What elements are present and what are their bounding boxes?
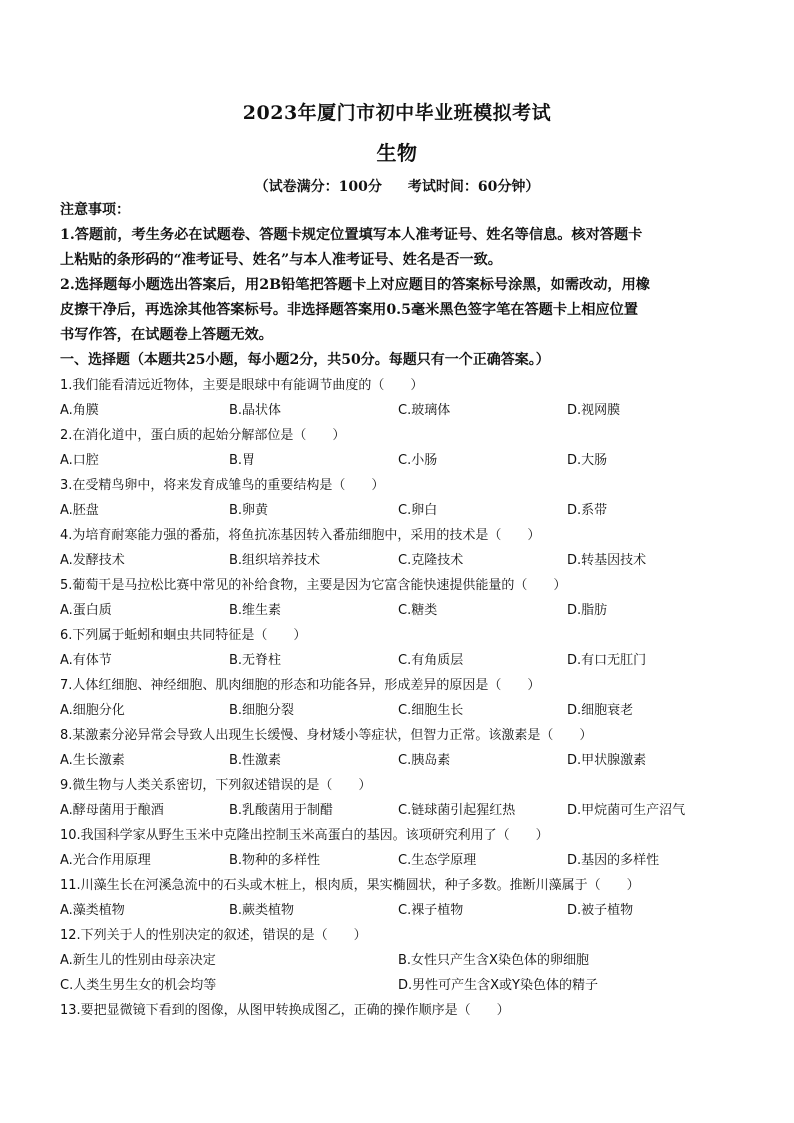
option-b: B.卵黄 <box>229 503 269 518</box>
option-a: A.蛋白质 <box>60 603 112 618</box>
option-c: C.卵白 <box>398 503 438 518</box>
question-5 <box>60 573 740 623</box>
option-a: A.藻类植物 <box>60 903 125 918</box>
option-a: A.生长激素 <box>60 753 125 768</box>
question-2 <box>60 423 740 473</box>
option-d: D.脂肪 <box>567 603 608 618</box>
option-b: B.细胞分裂 <box>229 703 295 718</box>
question-stem: 5.葡萄干是马拉松比赛中常见的补给食物，主要是因为它富含能快速提供能量的（ ） <box>60 578 567 593</box>
question-11 <box>60 873 740 923</box>
option-b: B.无脊柱 <box>229 653 282 668</box>
question-7 <box>60 673 740 723</box>
question-stem: 1.我们能看清远近物体，主要是眼球中有能调节曲度的（ ） <box>60 378 424 393</box>
option-b: B.乳酸菌用于制醋 <box>229 803 334 818</box>
question-stem: 10.我国科学家从野生玉米中克隆出控制玉米高蛋白的基因。该项研究利用了（ ） <box>60 828 549 843</box>
question-options <box>60 948 740 973</box>
option-d: D.甲状腺激素 <box>567 753 647 768</box>
time-info: 考试时间：60分钟） <box>407 179 540 195</box>
question-10 <box>60 823 740 873</box>
exam-content <box>60 198 740 1023</box>
option-b: B.维生素 <box>229 603 282 618</box>
option-a: A.有体节 <box>60 653 112 668</box>
question-options <box>60 648 740 673</box>
question-1 <box>60 373 740 423</box>
question-options <box>60 748 740 773</box>
option-b: B.晶状体 <box>229 403 282 418</box>
question-stem: 2.在消化道中，蛋白质的起始分解部位是（ ） <box>60 428 346 443</box>
question-13 <box>60 998 740 1023</box>
question-6 <box>60 623 740 673</box>
option-c: C.人类生男生女的机会均等 <box>60 978 217 993</box>
option-c: C.胰岛素 <box>398 753 451 768</box>
option-c: C.裸子植物 <box>398 903 464 918</box>
option-c: C.细胞生长 <box>398 703 464 718</box>
option-a: A.口腔 <box>60 453 99 468</box>
option-d: D.基因的多样性 <box>567 853 660 868</box>
exam-info <box>0 176 794 196</box>
notice-line: 书写作答，在试题卷上答题无效。 <box>60 327 273 343</box>
option-a: A.新生儿的性别由母亲决定 <box>60 953 216 968</box>
question-options <box>60 798 740 823</box>
question-stem: 8.某激素分泌异常会导致人出现生长缓慢、身材矮小等症状，但智力正常。该激素是（ ） <box>60 728 593 743</box>
option-c: C.小肠 <box>398 453 438 468</box>
option-b: B.蕨类植物 <box>229 903 295 918</box>
question-stem: 11.川藻生长在河溪急流中的石头或木桩上，根肉质，果实椭圆状，种子多数。推断川藻属于（ ） <box>60 878 640 893</box>
question-12 <box>60 923 740 998</box>
question-stem: 13.要把显微镜下看到的图像，从图甲转换成图乙，正确的操作顺序是（ ） <box>60 1003 510 1018</box>
question-stem: 12.下列关于人的性别决定的叙述，错误的是（ ） <box>60 928 367 943</box>
notice-line: 2.选择题每小题选出答案后，用2B铅笔把答题卡上对应题目的答案标号涂黑，如需改动，用橡 <box>60 277 650 293</box>
question-options <box>60 848 740 873</box>
option-d: D.系带 <box>567 503 608 518</box>
question-stem: 4.为培育耐寒能力强的番茄，将鱼抗冻基因转入番茄细胞中，采用的技术是（ ） <box>60 528 541 543</box>
exam-title: 2023年厦门市初中毕业班模拟考试 <box>242 102 552 124</box>
question-options <box>60 698 740 723</box>
option-d: D.男性可产生含X或Y染色体的精子 <box>398 978 598 993</box>
option-d: D.视网膜 <box>567 403 621 418</box>
question-stem: 9.微生物与人类关系密切，下列叙述错误的是（ ） <box>60 778 372 793</box>
notice-line: 皮擦干净后，再选涂其他答案标号。非选择题答案用0.5毫米黑色签字笔在答题卡上相应位置 <box>60 302 638 318</box>
option-c: C.有角质层 <box>398 653 464 668</box>
option-d: D.被子植物 <box>567 903 634 918</box>
question-stem: 7.人体红细胞、神经细胞、肌肉细胞的形态和功能各异，形成差异的原因是（ ） <box>60 678 541 693</box>
option-a: A.胚盘 <box>60 503 99 518</box>
notice-line: 1.答题前，考生务必在试题卷、答题卡规定位置填写本人准考证号、姓名等信息。核对答题卡 <box>60 227 643 243</box>
option-c: C.生态学原理 <box>398 853 477 868</box>
question-options <box>60 598 740 623</box>
question-options <box>60 548 740 573</box>
option-d: D.转基因技术 <box>567 553 647 568</box>
option-c: C.玻璃体 <box>398 403 451 418</box>
option-b: B.胃 <box>229 453 256 468</box>
question-3 <box>60 473 740 523</box>
subject-title: 生物 <box>376 141 418 165</box>
question-options <box>60 898 740 923</box>
question-8 <box>60 723 740 773</box>
notice-heading: 注意事项： <box>60 202 130 218</box>
option-b: B.性激素 <box>229 753 282 768</box>
question-options <box>60 398 740 423</box>
option-d: D.有口无肛门 <box>567 653 647 668</box>
question-options <box>60 498 740 523</box>
option-c: C.克隆技术 <box>398 553 464 568</box>
option-c: C.糖类 <box>398 603 438 618</box>
score-info: （试卷满分：100分 <box>254 179 382 195</box>
option-b: B.女性只产生含X染色体的卵细胞 <box>398 953 589 968</box>
option-d: D.细胞衰老 <box>567 703 634 718</box>
option-a: A.角膜 <box>60 403 99 418</box>
option-a: A.酵母菌用于酿酒 <box>60 803 164 818</box>
notice-line: 上粘贴的条形码的“准考证号、姓名”与本人准考证号、姓名是否一致。 <box>60 252 502 268</box>
option-a: A.发酵技术 <box>60 553 125 568</box>
section-heading: 一、选择题（本题共25小题，每小题2分，共50分。每题只有一个正确答案。） <box>60 352 550 368</box>
question-stem: 3.在受精鸟卵中，将来发育成雏鸟的重要结构是（ ） <box>60 478 385 493</box>
question-9 <box>60 773 740 823</box>
option-c: C.链球菌引起猩红热 <box>398 803 516 818</box>
option-a: A.光合作用原理 <box>60 853 151 868</box>
question-4 <box>60 523 740 573</box>
option-d: D.大肠 <box>567 453 608 468</box>
option-a: A.细胞分化 <box>60 703 125 718</box>
option-b: B.组织培养技术 <box>229 553 321 568</box>
option-b: B.物种的多样性 <box>229 853 321 868</box>
question-stem: 6.下列属于蚯蚓和蛔虫共同特征是（ ） <box>60 628 307 643</box>
question-options <box>60 448 740 473</box>
question-options <box>60 973 740 998</box>
option-d: D.甲烷菌可生产沼气 <box>567 803 686 818</box>
